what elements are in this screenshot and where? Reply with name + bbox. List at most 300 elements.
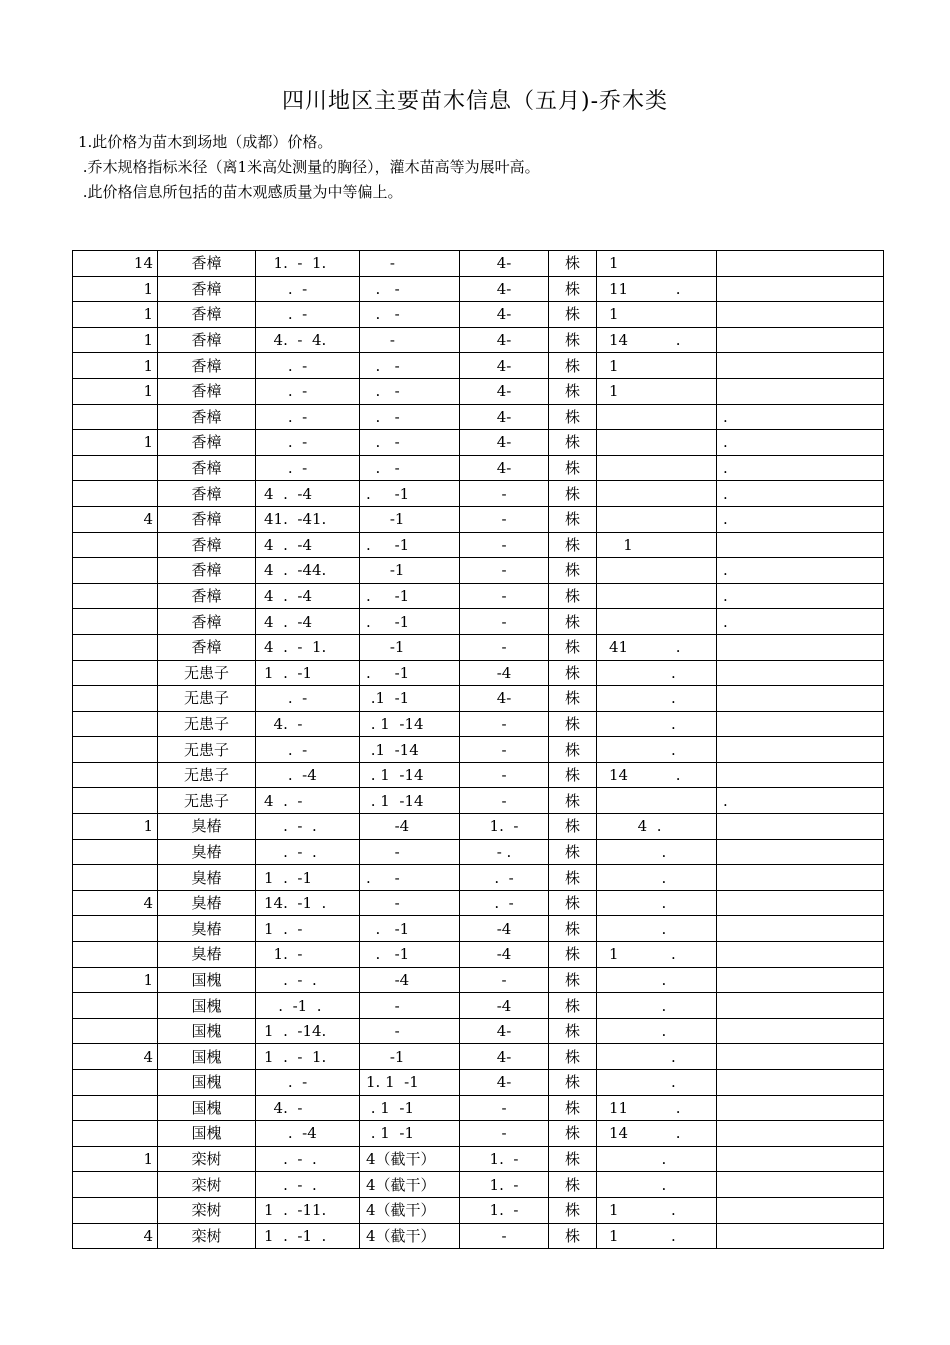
plant-name-cell: 栾树 <box>158 1172 256 1198</box>
table-row <box>73 865 884 891</box>
spec-diameter-cell: 1 . -11. <box>256 1197 360 1223</box>
unit-cell: 株 <box>549 558 597 584</box>
note-cell <box>717 686 884 712</box>
spec-height-cell: . - <box>360 378 460 404</box>
spec-crown-cell: 4- <box>460 378 549 404</box>
spec-height-cell: - <box>360 993 460 1019</box>
unit-cell: 株 <box>549 686 597 712</box>
table-row <box>73 916 884 942</box>
row-number-cell: 1 <box>73 327 158 353</box>
spec-height-cell: -4 <box>360 814 460 840</box>
note-cell <box>717 532 884 558</box>
price-cell: 1 . <box>597 1223 717 1249</box>
price-cell <box>597 583 717 609</box>
note-cell <box>717 1121 884 1147</box>
price-cell: 14 . <box>597 762 717 788</box>
spec-diameter-cell: . -4 <box>256 762 360 788</box>
spec-diameter-cell: . - <box>256 455 360 481</box>
spec-height-cell: . -1 <box>360 660 460 686</box>
row-number-cell <box>73 942 158 968</box>
row-number-cell <box>73 1197 158 1223</box>
plant-name-cell: 无患子 <box>158 660 256 686</box>
spec-height-cell: . - <box>360 404 460 430</box>
unit-cell: 株 <box>549 1197 597 1223</box>
spec-height-cell: . - <box>360 302 460 328</box>
row-number-cell: 14 <box>73 251 158 277</box>
price-cell: 41 . <box>597 634 717 660</box>
spec-diameter-cell: 4 . - 1. <box>256 634 360 660</box>
plant-name-cell: 国槐 <box>158 1070 256 1096</box>
spec-height-cell: -4 <box>360 967 460 993</box>
table-row <box>73 1146 884 1172</box>
spec-diameter-cell: . - . <box>256 967 360 993</box>
row-number-cell <box>73 839 158 865</box>
spec-height-cell: . - <box>360 865 460 891</box>
price-cell: . <box>597 967 717 993</box>
plant-name-cell: 国槐 <box>158 967 256 993</box>
price-cell: . <box>597 1172 717 1198</box>
table-row <box>73 481 884 507</box>
unit-cell: 株 <box>549 660 597 686</box>
spec-diameter-cell: . - . <box>256 1146 360 1172</box>
price-cell: . <box>597 1018 717 1044</box>
spec-height-cell: . -1 <box>360 942 460 968</box>
notes <box>78 130 540 205</box>
table-row <box>73 1095 884 1121</box>
unit-cell: 株 <box>549 404 597 430</box>
note-cell <box>717 890 884 916</box>
row-number-cell: 1 <box>73 1146 158 1172</box>
plant-name-cell: 栾树 <box>158 1223 256 1249</box>
price-cell: . <box>597 660 717 686</box>
note-cell: . <box>717 430 884 456</box>
unit-cell: 株 <box>549 1172 597 1198</box>
unit-cell: 株 <box>549 1121 597 1147</box>
note-cell <box>717 1095 884 1121</box>
spec-crown-cell: - <box>460 788 549 814</box>
spec-crown-cell: 1. - <box>460 1172 549 1198</box>
price-cell: . <box>597 1146 717 1172</box>
spec-height-cell: . -1 <box>360 609 460 635</box>
price-cell: . <box>597 737 717 763</box>
price-cell: . <box>597 686 717 712</box>
spec-diameter-cell: . - <box>256 353 360 379</box>
plant-name-cell: 栾树 <box>158 1197 256 1223</box>
spec-crown-cell: . - <box>460 865 549 891</box>
note-cell: . <box>717 455 884 481</box>
plant-name-cell: 香樟 <box>158 481 256 507</box>
price-cell: . <box>597 839 717 865</box>
unit-cell: 株 <box>549 1146 597 1172</box>
price-cell: 1 <box>597 353 717 379</box>
plant-name-cell: 臭椿 <box>158 942 256 968</box>
spec-diameter-cell: . - . <box>256 839 360 865</box>
note-cell: . <box>717 506 884 532</box>
price-cell <box>597 609 717 635</box>
plant-name-cell: 香樟 <box>158 327 256 353</box>
spec-height-cell: -1 <box>360 558 460 584</box>
table-row <box>73 327 884 353</box>
row-number-cell: 1 <box>73 302 158 328</box>
plant-name-cell: 香樟 <box>158 506 256 532</box>
plant-name-cell: 香樟 <box>158 251 256 277</box>
spec-diameter-cell: 1 . -1 <box>256 865 360 891</box>
price-cell: 1 <box>597 532 717 558</box>
spec-crown-cell: 4- <box>460 455 549 481</box>
price-cell: . <box>597 711 717 737</box>
price-cell: 11 . <box>597 1095 717 1121</box>
row-number-cell <box>73 916 158 942</box>
plant-name-cell: 香樟 <box>158 302 256 328</box>
note-cell <box>717 865 884 891</box>
spec-crown-cell: - <box>460 609 549 635</box>
spec-height-cell: 1. 1 -1 <box>360 1070 460 1096</box>
note-cell <box>717 1044 884 1070</box>
spec-diameter-cell: . -1 . <box>256 993 360 1019</box>
row-number-cell <box>73 609 158 635</box>
spec-diameter-cell: . - <box>256 404 360 430</box>
spec-crown-cell: 4- <box>460 251 549 277</box>
plant-name-cell: 臭椿 <box>158 865 256 891</box>
spec-height-cell: . -1 <box>360 532 460 558</box>
note-cell <box>717 634 884 660</box>
row-number-cell <box>73 481 158 507</box>
spec-crown-cell: - <box>460 634 549 660</box>
price-table <box>72 250 884 1249</box>
unit-cell: 株 <box>549 865 597 891</box>
spec-crown-cell: - <box>460 1095 549 1121</box>
spec-height-cell: . 1 -14 <box>360 788 460 814</box>
table-row <box>73 276 884 302</box>
plant-name-cell: 香樟 <box>158 609 256 635</box>
unit-cell: 株 <box>549 1018 597 1044</box>
spec-diameter-cell: 4. - <box>256 711 360 737</box>
spec-height-cell: 4（截干） <box>360 1223 460 1249</box>
spec-diameter-cell: 1. - <box>256 942 360 968</box>
row-number-cell <box>73 532 158 558</box>
table-row <box>73 302 884 328</box>
row-number-cell <box>73 762 158 788</box>
price-cell: 1 . <box>597 1197 717 1223</box>
spec-diameter-cell: 4. - 4. <box>256 327 360 353</box>
price-cell: 1 <box>597 251 717 277</box>
plant-name-cell: 香樟 <box>158 634 256 660</box>
page-title: 四川地区主要苗木信息（五月)-乔木类 <box>281 89 669 114</box>
spec-height-cell: - <box>360 1018 460 1044</box>
price-cell <box>597 558 717 584</box>
note-cell <box>717 942 884 968</box>
table-row <box>73 378 884 404</box>
spec-diameter-cell: 1 . - 1. <box>256 1044 360 1070</box>
note-cell <box>717 1172 884 1198</box>
spec-height-cell: 4（截干） <box>360 1197 460 1223</box>
plant-name-cell: 无患子 <box>158 686 256 712</box>
plant-name-cell: 香樟 <box>158 430 256 456</box>
spec-crown-cell: -4 <box>460 916 549 942</box>
spec-height-cell: . -1 <box>360 916 460 942</box>
price-cell: 1 . <box>597 942 717 968</box>
spec-height-cell: 4（截干） <box>360 1172 460 1198</box>
spec-height-cell: -1 <box>360 506 460 532</box>
unit-cell: 株 <box>549 942 597 968</box>
note-cell <box>717 327 884 353</box>
unit-cell: 株 <box>549 711 597 737</box>
table-row <box>73 1197 884 1223</box>
spec-height-cell: . - <box>360 276 460 302</box>
table-row <box>73 660 884 686</box>
row-number-cell <box>73 865 158 891</box>
plant-name-cell: 无患子 <box>158 762 256 788</box>
spec-crown-cell: -4 <box>460 942 549 968</box>
plant-name-cell: 香樟 <box>158 276 256 302</box>
spec-crown-cell: 4- <box>460 1070 549 1096</box>
spec-crown-cell: - <box>460 506 549 532</box>
unit-cell: 株 <box>549 1044 597 1070</box>
note-cell <box>717 1018 884 1044</box>
row-number-cell <box>73 558 158 584</box>
row-number-cell: 1 <box>73 276 158 302</box>
spec-diameter-cell: . - . <box>256 814 360 840</box>
spec-diameter-cell: . - . <box>256 1172 360 1198</box>
unit-cell: 株 <box>549 737 597 763</box>
note-cell: . <box>717 481 884 507</box>
unit-cell: 株 <box>549 762 597 788</box>
spec-crown-cell: - <box>460 1121 549 1147</box>
spec-height-cell: - <box>360 890 460 916</box>
unit-cell: 株 <box>549 251 597 277</box>
price-cell: . <box>597 1044 717 1070</box>
price-cell: 11 . <box>597 276 717 302</box>
plant-name-cell: 无患子 <box>158 788 256 814</box>
table-row <box>73 993 884 1019</box>
plant-name-cell: 臭椿 <box>158 916 256 942</box>
spec-diameter-cell: 14. -1 . <box>256 890 360 916</box>
note-cell <box>717 1070 884 1096</box>
price-cell <box>597 404 717 430</box>
unit-cell: 株 <box>549 532 597 558</box>
row-number-cell: 4 <box>73 1044 158 1070</box>
row-number-cell <box>73 583 158 609</box>
note-cell: . <box>717 404 884 430</box>
table-row <box>73 404 884 430</box>
table-row <box>73 634 884 660</box>
spec-height-cell: . 1 -14 <box>360 762 460 788</box>
note-cell <box>717 711 884 737</box>
price-cell: . <box>597 1070 717 1096</box>
table-row <box>73 1121 884 1147</box>
plant-name-cell: 香樟 <box>158 583 256 609</box>
note-cell <box>717 967 884 993</box>
plant-name-cell: 香樟 <box>158 455 256 481</box>
note-cell <box>717 1197 884 1223</box>
row-number-cell: 1 <box>73 814 158 840</box>
note-cell <box>717 993 884 1019</box>
spec-diameter-cell: . - <box>256 1070 360 1096</box>
price-cell: 4 . <box>597 814 717 840</box>
spec-diameter-cell: . - <box>256 737 360 763</box>
table-row <box>73 353 884 379</box>
table-row <box>73 711 884 737</box>
spec-height-cell: - <box>360 251 460 277</box>
spec-crown-cell: 4- <box>460 1044 549 1070</box>
plant-name-cell: 香樟 <box>158 404 256 430</box>
spec-height-cell: 4（截干） <box>360 1146 460 1172</box>
plant-name-cell: 香樟 <box>158 378 256 404</box>
spec-diameter-cell: . - <box>256 302 360 328</box>
unit-cell: 株 <box>549 430 597 456</box>
spec-height-cell: .1 -14 <box>360 737 460 763</box>
table-row <box>73 788 884 814</box>
spec-crown-cell: 4- <box>460 276 549 302</box>
unit-cell: 株 <box>549 353 597 379</box>
price-cell <box>597 481 717 507</box>
spec-diameter-cell: 1. - 1. <box>256 251 360 277</box>
spec-diameter-cell: . -4 <box>256 1121 360 1147</box>
table-row <box>73 583 884 609</box>
note-cell <box>717 737 884 763</box>
row-number-cell <box>73 455 158 481</box>
spec-crown-cell: -4 <box>460 993 549 1019</box>
spec-crown-cell: 4- <box>460 327 549 353</box>
row-number-cell <box>73 737 158 763</box>
spec-height-cell: . - <box>360 353 460 379</box>
unit-cell: 株 <box>549 993 597 1019</box>
price-cell <box>597 788 717 814</box>
row-number-cell <box>73 711 158 737</box>
spec-crown-cell: 1. - <box>460 1197 549 1223</box>
spec-height-cell: - <box>360 327 460 353</box>
spec-crown-cell: -4 <box>460 660 549 686</box>
unit-cell: 株 <box>549 302 597 328</box>
spec-height-cell: . - <box>360 430 460 456</box>
plant-name-cell: 栾树 <box>158 1146 256 1172</box>
table-row <box>73 890 884 916</box>
spec-diameter-cell: 1 . -14. <box>256 1018 360 1044</box>
row-number-cell <box>73 788 158 814</box>
note-cell <box>717 302 884 328</box>
plant-name-cell: 国槐 <box>158 1095 256 1121</box>
unit-cell: 株 <box>549 583 597 609</box>
price-cell <box>597 455 717 481</box>
note-cell: . <box>717 583 884 609</box>
row-number-cell <box>73 686 158 712</box>
plant-name-cell: 国槐 <box>158 1121 256 1147</box>
spec-crown-cell: 4- <box>460 404 549 430</box>
row-number-cell: 1 <box>73 353 158 379</box>
table-row <box>73 942 884 968</box>
spec-crown-cell: - <box>460 967 549 993</box>
spec-crown-cell: 4- <box>460 1018 549 1044</box>
note-cell: . <box>717 558 884 584</box>
spec-crown-cell: - <box>460 532 549 558</box>
spec-crown-cell: - <box>460 711 549 737</box>
row-number-cell: 4 <box>73 1223 158 1249</box>
price-cell: . <box>597 916 717 942</box>
spec-diameter-cell: . - <box>256 430 360 456</box>
table-row <box>73 1223 884 1249</box>
plant-name-cell: 国槐 <box>158 1044 256 1070</box>
note-line: 1.此价格为苗木到场地（成都）价格。 <box>78 133 333 151</box>
spec-diameter-cell: 1 . - <box>256 916 360 942</box>
unit-cell: 株 <box>549 967 597 993</box>
spec-height-cell: . 1 -1 <box>360 1121 460 1147</box>
spec-height-cell: -1 <box>360 1044 460 1070</box>
spec-crown-cell: . - <box>460 890 549 916</box>
spec-crown-cell: 4- <box>460 353 549 379</box>
note-cell <box>717 1146 884 1172</box>
unit-cell: 株 <box>549 1223 597 1249</box>
row-number-cell <box>73 1018 158 1044</box>
spec-diameter-cell: 1 . -1 <box>256 660 360 686</box>
unit-cell: 株 <box>549 481 597 507</box>
spec-diameter-cell: 4 . -4 <box>256 609 360 635</box>
note-cell <box>717 276 884 302</box>
spec-crown-cell: - . <box>460 839 549 865</box>
row-number-cell: 4 <box>73 506 158 532</box>
table-row <box>73 455 884 481</box>
plant-name-cell: 国槐 <box>158 993 256 1019</box>
table-row <box>73 506 884 532</box>
table-row <box>73 609 884 635</box>
unit-cell: 株 <box>549 839 597 865</box>
spec-diameter-cell: 4 . -4 <box>256 583 360 609</box>
spec-crown-cell: - <box>460 583 549 609</box>
price-cell: 1 <box>597 378 717 404</box>
unit-cell: 株 <box>549 506 597 532</box>
unit-cell: 株 <box>549 378 597 404</box>
spec-diameter-cell: 4. - <box>256 1095 360 1121</box>
spec-diameter-cell: . - <box>256 276 360 302</box>
spec-crown-cell: - <box>460 1223 549 1249</box>
spec-height-cell: - <box>360 839 460 865</box>
unit-cell: 株 <box>549 634 597 660</box>
table-row <box>73 967 884 993</box>
table-row <box>73 532 884 558</box>
plant-name-cell: 香樟 <box>158 353 256 379</box>
plant-name-cell: 臭椿 <box>158 814 256 840</box>
unit-cell: 株 <box>549 455 597 481</box>
spec-diameter-cell: . - <box>256 686 360 712</box>
spec-crown-cell: 4- <box>460 686 549 712</box>
price-cell: . <box>597 865 717 891</box>
table-row <box>73 1044 884 1070</box>
row-number-cell <box>73 1070 158 1096</box>
row-number-cell <box>73 1121 158 1147</box>
table-row <box>73 1018 884 1044</box>
spec-height-cell: . - <box>360 455 460 481</box>
row-number-cell <box>73 634 158 660</box>
spec-diameter-cell: 41. -41. <box>256 506 360 532</box>
plant-name-cell: 香樟 <box>158 532 256 558</box>
row-number-cell <box>73 660 158 686</box>
row-number-cell <box>73 404 158 430</box>
price-cell: . <box>597 993 717 1019</box>
spec-height-cell: . 1 -1 <box>360 1095 460 1121</box>
note-cell <box>717 839 884 865</box>
note-cell: . <box>717 609 884 635</box>
spec-diameter-cell: 4 . -44. <box>256 558 360 584</box>
note-line: .乔木规格指标米径（离1米高处测量的胸径），灌木苗高等为展叶高。 <box>78 158 540 176</box>
note-cell <box>717 814 884 840</box>
plant-name-cell: 国槐 <box>158 1018 256 1044</box>
price-cell: 14 . <box>597 327 717 353</box>
table-row <box>73 558 884 584</box>
row-number-cell: 4 <box>73 890 158 916</box>
spec-diameter-cell: 4 . -4 <box>256 481 360 507</box>
unit-cell: 株 <box>549 916 597 942</box>
row-number-cell: 1 <box>73 378 158 404</box>
row-number-cell: 1 <box>73 967 158 993</box>
